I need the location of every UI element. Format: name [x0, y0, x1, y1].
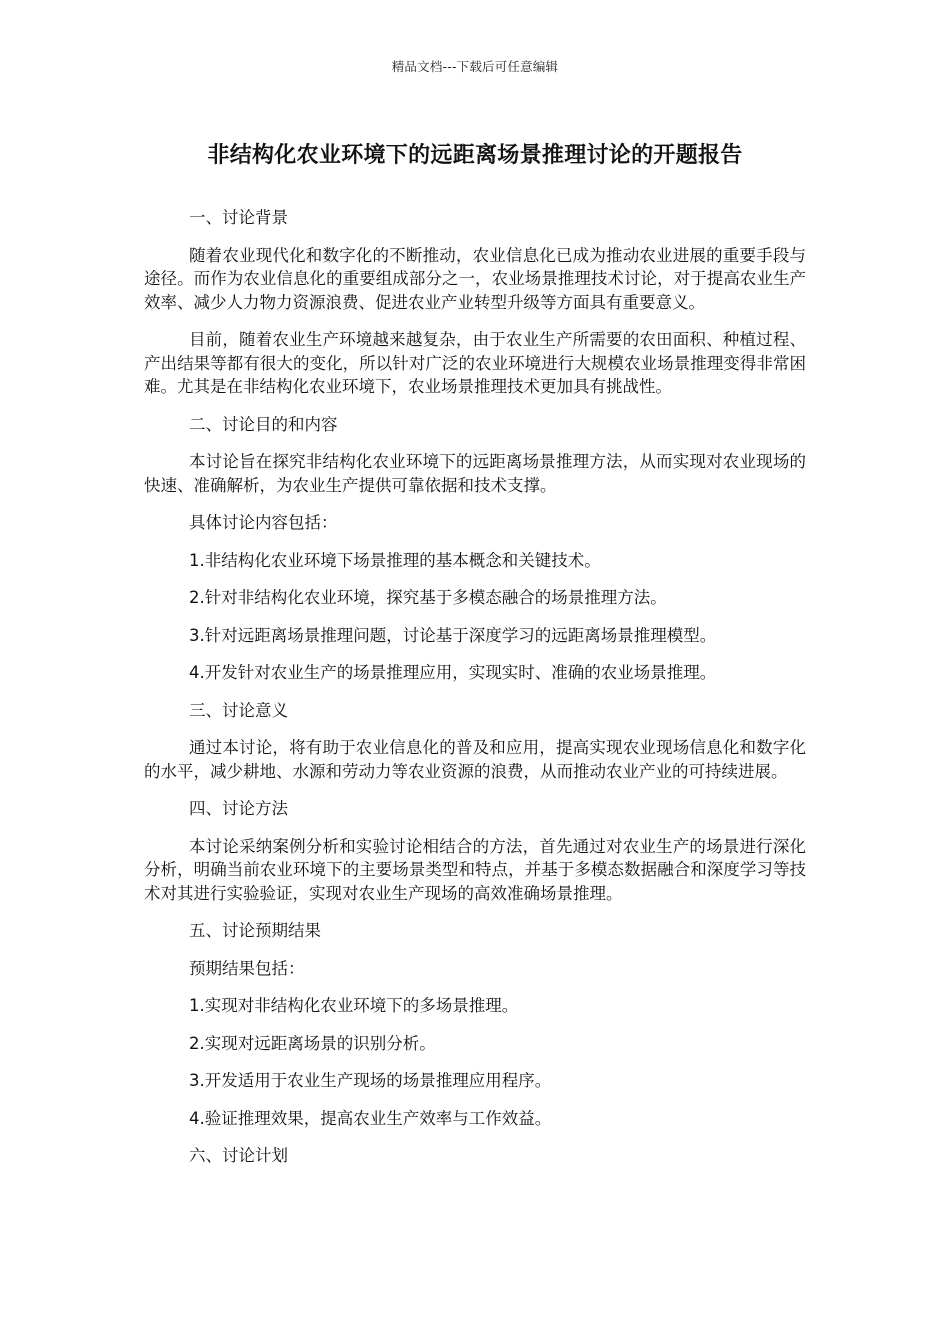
section-heading-plan: 六、讨论计划 — [189, 1146, 288, 1165]
paragraph: 本讨论采纳案例分析和实验讨论相结合的方法，首先通过对农业生产的场景进行深化分析，明确当前农业环境下的主要场景类型和特点，并基于多模态数据融合和深度学习等技术对其进行实验验证，实现对农业生产现场的高效准确场景推理。 — [144, 836, 806, 903]
paragraph: 随着农业现代化和数字化的不断推动，农业信息化已成为推动农业进展的重要手段与途径。而作为农业信息化的重要组成部分之一，农业场景推理技术讨论，对于提高农业生产效率、减少人力物力资源浪费、促进农业产业转型升级等方面具有重要意义。 — [144, 245, 806, 312]
list-item: 1.实现对非结构化农业环境下的多场景推理。 — [189, 996, 519, 1015]
section-heading-expected-results: 五、讨论预期结果 — [189, 921, 321, 940]
list-item: 4.验证推理效果，提高农业生产效率与工作效益。 — [189, 1108, 552, 1128]
list-item: 4.开发针对农业生产的场景推理应用，实现实时、准确的农业场景推理。 — [189, 663, 717, 682]
section-heading-background: 一、讨论背景 — [189, 208, 288, 227]
list-item: 2.实现对远距离场景的识别分析。 — [189, 1033, 436, 1053]
paragraph: 通过本讨论，将有助于农业信息化的普及和应用，提高实现农业现场信息化和数字化的水平，减少耕地、水源和劳动力等农业资源的浪费，从而推动农业产业的可持续进展。 — [144, 738, 806, 781]
paragraph: 具体讨论内容包括： — [189, 513, 338, 532]
paragraph: 目前，随着农业生产环境越来越复杂，由于农业生产所需要的农田面积、种植过程、产出结果等都有很大的变化，所以针对广泛的农业环境进行大规模农业场景推理变得非常困难。尤其是在非结构化农业环境下，农业场景推理技术更加具有挑战性。 — [144, 330, 806, 396]
list-item: 1.非结构化农业环境下场景推理的基本概念和关键技术。 — [189, 550, 601, 570]
document-body — [144, 206, 806, 1182]
document-title: 非结构化农业环境下的远距离场景推理讨论的开题报告 — [207, 143, 743, 168]
section-heading-significance: 三、讨论意义 — [189, 700, 288, 720]
list-item: 2.针对非结构化农业环境，探究基于多模态融合的场景推理方法。 — [189, 588, 667, 607]
page-header: 精品文档---下载后可任意编辑 — [391, 59, 559, 74]
section-heading-method: 四、讨论方法 — [189, 799, 288, 818]
paragraph: 本讨论旨在探究非结构化农业环境下的远距离场景推理方法，从而实现对农业现场的快速、准确解析，为农业生产提供可靠依据和技术支撑。 — [144, 452, 806, 495]
list-item: 3.开发适用于农业生产现场的场景推理应用程序。 — [189, 1071, 552, 1090]
list-item: 3.针对远距离场景推理问题，讨论基于深度学习的远距离场景推理模型。 — [189, 625, 717, 645]
section-heading-purpose: 二、讨论目的和内容 — [189, 414, 338, 434]
paragraph: 预期结果包括： — [189, 958, 305, 978]
